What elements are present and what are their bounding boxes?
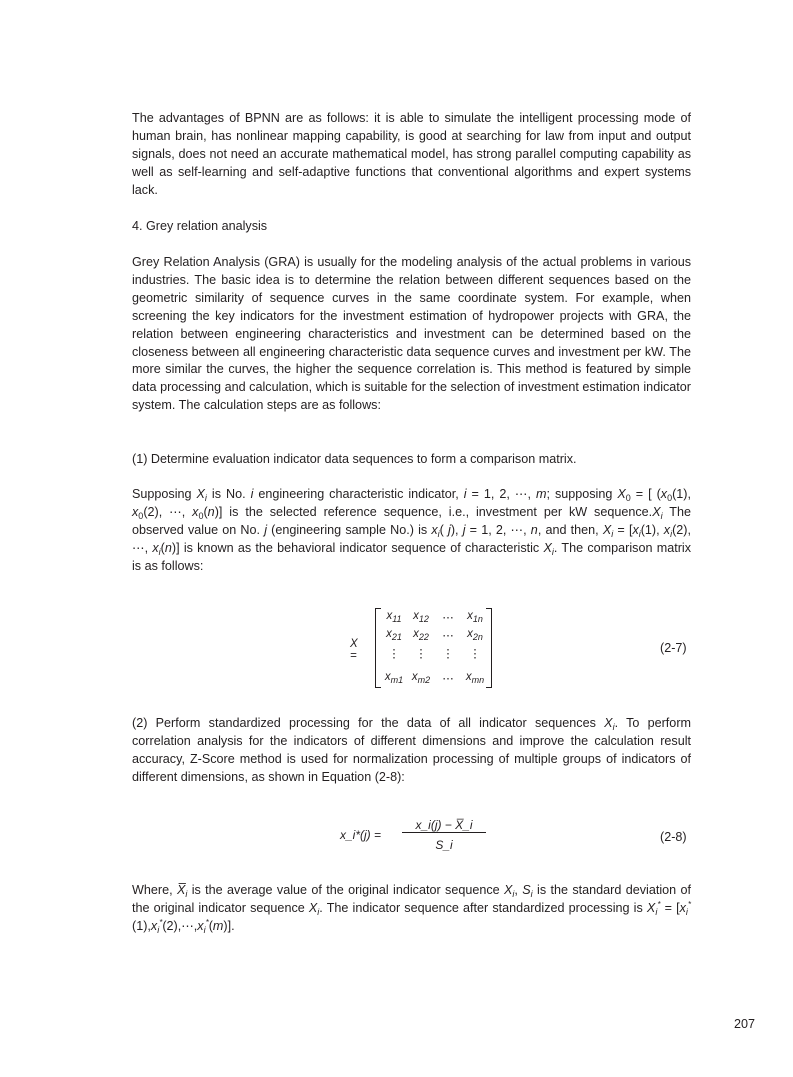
- math-symbol: $X_i$: [602, 522, 614, 539]
- matrix-cell: ⋮: [415, 648, 427, 660]
- matrix-cell: ⋮: [442, 648, 454, 660]
- equation-lhs: x_i*(j) =: [340, 828, 382, 842]
- math-symbol: $X_i$: [604, 716, 615, 732]
- matrix-cell: ⋮: [388, 648, 400, 660]
- matrix-cell: $x_{m2}$: [411, 671, 431, 685]
- matrix-cell: ⋯: [442, 612, 454, 624]
- math-symbol: $S_i$: [522, 883, 533, 899]
- math-symbol: n: [164, 540, 172, 555]
- math-symbol: $X_i$: [308, 900, 320, 917]
- math-symbol: $x_i^*$: [150, 917, 163, 935]
- page-number: 207: [734, 1017, 756, 1031]
- comparison-matrix: [375, 608, 492, 688]
- math-symbol: n: [207, 504, 215, 519]
- math-symbol: $x_0$: [132, 504, 144, 521]
- matrix-cell: $x_{21}$: [386, 628, 402, 642]
- section-heading: 4. Grey relation analysis: [132, 219, 268, 233]
- matrix-cell: $x_{22}$: [413, 628, 429, 642]
- math-symbol: j: [448, 522, 451, 537]
- paragraph-where: Where, $X̅_i$ is the average value of the original indicator sequence $X_i$, $S_i$ is the standard deviation of the original indicator sequence $X_i$. The indicator sequence after standardized processing is $X_i^*$ = $[x_i^*(1),x_i^*(2),\cdots,x_i^*(m)]$.: [132, 883, 691, 935]
- paragraph-gra-intro: Grey Relation Analysis (GRA) is usually for the modeling analysis of the actual problems in various industries. The basic idea is to determine the relation between different sequences based on the geometric similarity of sequence curves in the same coordinate system. For example, when screening the key indicators for the investment estimation of hydropower projects with GRA, the relation between engineering characteristics and investment can be determined based on the closeness between all engineering characteristic data sequence curves and investment per kW. The more similar the curves, the higher the sequence correlation is. This method is featured by simple data processing and calculation, which is suitable for the selection of investment estimation indicator system. The calculation steps are as follows:: [132, 255, 691, 413]
- math-symbol: $x_i$: [632, 522, 641, 539]
- matrix-cell: $x_{11}$: [386, 610, 402, 624]
- math-symbol: $x_0$: [660, 487, 673, 503]
- math-symbol: $X_i$: [196, 487, 207, 503]
- math-symbol: $X_0$: [617, 487, 631, 503]
- matrix-lhs: X =: [350, 638, 358, 662]
- matrix-cell: $x_{2n}$: [467, 628, 483, 642]
- step-2: (2) Perform standardized processing for the data of all indicator sequences $X_i$. To perform correlation analysis for the indicators of different dimensions and improve the calculation result accuracy, Z-Score method is used for normalization processing of multiple groups of indicators of different dimensions, as shown in Equation (2-8):: [132, 716, 691, 784]
- math-symbol: $x_i$: [431, 522, 440, 539]
- equation-numerator: x_i(j) − X̅_i: [402, 818, 486, 833]
- math-symbol: j: [264, 522, 267, 537]
- math-symbol: $x_i^*$: [197, 917, 209, 935]
- math-symbol: $x_i$: [152, 540, 161, 557]
- matrix-cell: ⋯: [442, 673, 454, 685]
- equation-denominator: S_i: [435, 838, 453, 852]
- math-symbol: $X_i$: [652, 504, 663, 521]
- equation-number-2-8: (2-8): [660, 830, 687, 844]
- matrix-cell: $x_{12}$: [413, 610, 429, 624]
- math-symbol: $x_i^*$: [679, 899, 691, 917]
- math-symbol: i: [463, 487, 467, 501]
- paragraph-bpnn-advantages: The advantages of BPNN are as follows: it is able to simulate the intelligent processing mode of human brain, has nonlinear mapping capability, is good at searching for law from input and output signals, does not need an accurate mathematical model, has strong parallel computing capability as well as self-learning and self-adaptive functions that conventional algorithms and expert systems lack.: [132, 111, 691, 197]
- matrix-cell: $x_{mn}$: [465, 671, 485, 685]
- math-symbol: $X_i^*$: [646, 899, 661, 917]
- matrix-cell: ⋯: [442, 630, 454, 642]
- math-symbol: m: [212, 918, 224, 933]
- math-symbol: j: [462, 522, 466, 537]
- math-symbol: i: [250, 487, 254, 501]
- math-symbol: $x_0$: [192, 504, 204, 521]
- math-symbol: $X_i$: [504, 883, 515, 899]
- paragraph-sequence-definition: Supposing $X_i$ is No. i engineering characteristic indicator, i = 1, 2, ⋯, m; supposing $X_0$ = [ ($x_0(1)$, $x_0(2)$, ⋯, $x_0(n)$] is the selected reference sequence, i.e., investment per kW $sequence.X_i$ The observed value on No. j (engineering sample No.) is $x_i$( j), j = 1, 2, ⋯, n, and then, $X_i = [x_i(1)$, $x_i(2)$, ⋯, $x_i(n)$] is known as the behavioral indicator sequence of characteristic $X_i$. The comparison matrix is as follows:: [132, 487, 691, 573]
- math-symbol: $x_i$: [663, 522, 673, 539]
- math-symbol: n: [530, 522, 538, 537]
- math-symbol: $X_i$: [543, 540, 554, 557]
- matrix-cell: ⋮: [469, 648, 481, 660]
- matrix-cell: $x_{m1}$: [384, 671, 404, 685]
- step-1: (1) Determine evaluation indicator data sequences to form a comparison matrix.: [132, 452, 577, 466]
- math-symbol: $X̅_i$: [176, 883, 188, 899]
- matrix-cell: $x_{1n}$: [467, 610, 483, 624]
- math-symbol: m: [535, 487, 547, 501]
- equation-number-2-7: (2-7): [660, 641, 687, 655]
